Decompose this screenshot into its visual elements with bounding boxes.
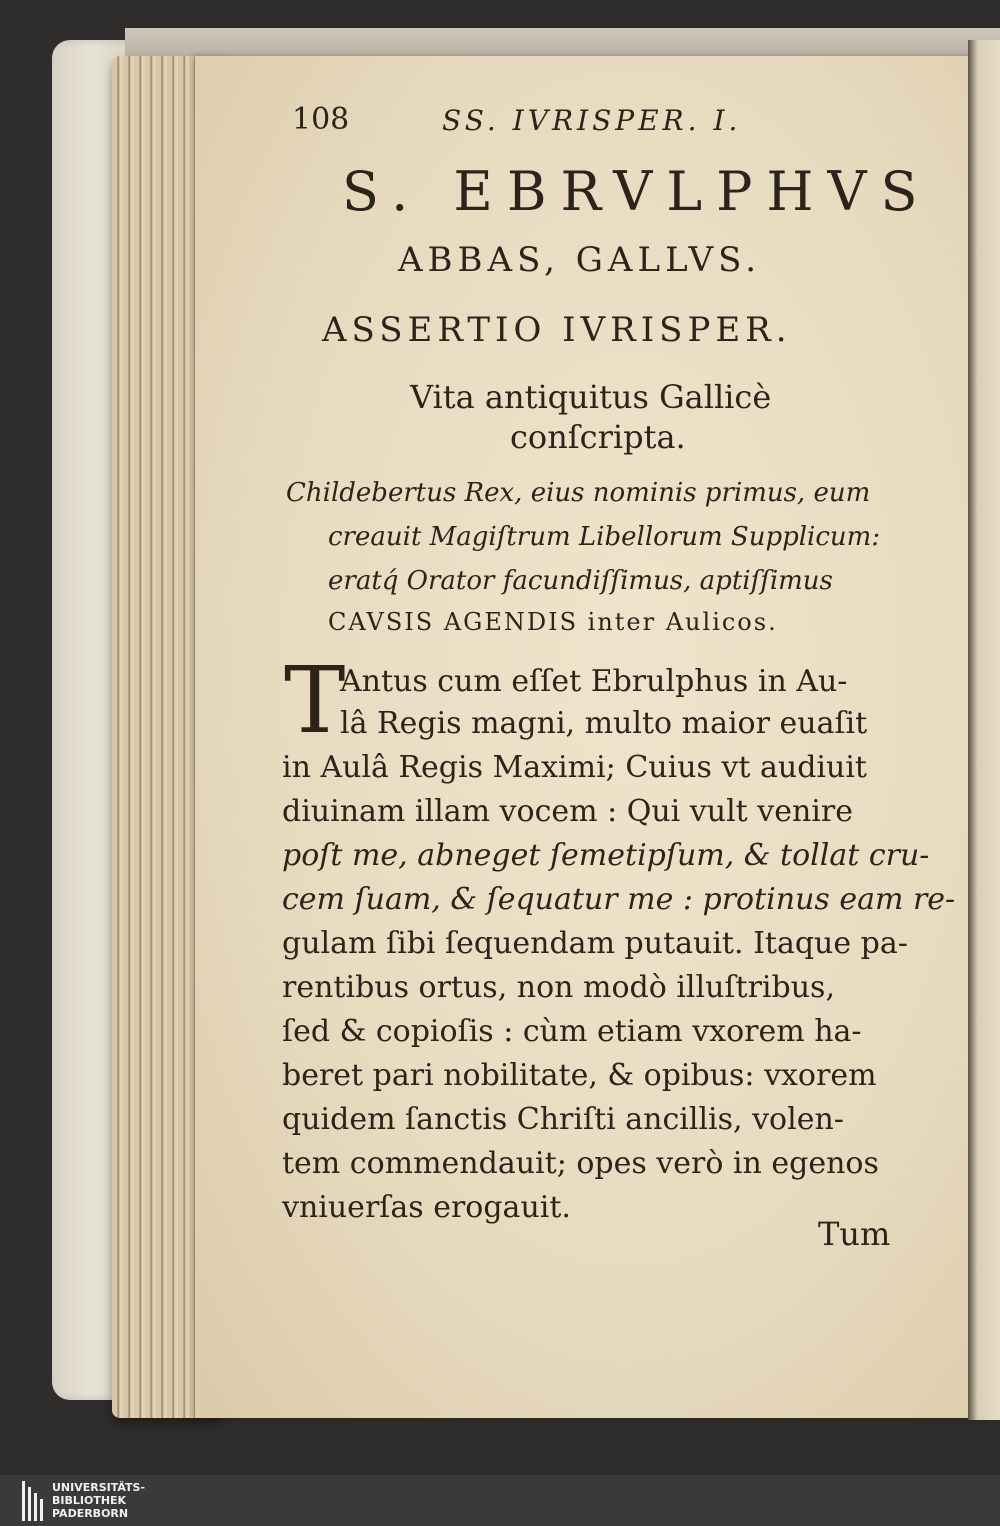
body-line: poſt me, abneget ſemetipſum, & tollat cru- [282,838,930,873]
drop-capital: T [284,647,346,754]
body-line: beret pari nobilitate, & opibus: vxorem [282,1058,877,1093]
body-line: in Aulâ Regis Maximi; Cuius vt audiuit [282,750,867,785]
body-line: gulam ſibi ſequendam putauit. Itaque pa- [282,926,908,961]
body-line: lâ Regis magni, multo maior euaſit [340,706,868,741]
body-line: vniuerſas erogauit. [282,1190,571,1225]
vita-line-2: conſcripta. [510,418,686,456]
body-line: Antus cum eſſet Ebrulphus in Au- [340,664,848,699]
heading-assertio: ASSERTIO IVRISPER. [322,310,792,350]
body-line: ſed & copioſis : cùm etiam vxorem ha- [282,1014,862,1049]
library-name-line: UNIVERSITÄTS- [52,1481,146,1494]
book-cover-top [125,28,1000,58]
body-line: quidem ſanctis Chriſti ancillis, volen- [282,1102,844,1137]
library-name [52,1481,145,1520]
summary-line: eratq́ Orator facundiſſimus, aptiſſimus [328,566,833,596]
summary-line: Childebertus Rex, eius nominis primus, eum [286,478,871,508]
page-number: 108 [292,102,350,137]
facing-page-edge [968,40,1000,1420]
catchword: Tum [818,1215,891,1253]
library-logo-icon [22,1481,44,1521]
library-name-line: PADERBORN [52,1507,129,1520]
vita-line-1: Vita antiquitus Gallicè [410,378,772,416]
heading-subtitle: ABBAS, GALLVS. [398,240,762,280]
summary-line: CAVSIS AGENDIS inter Aulicos. [328,608,778,636]
library-footer [0,1475,1000,1526]
body-line: rentibus ortus, non modò illuſtribus, [282,970,835,1005]
body-line: tem commendauit; opes verò in egenos [282,1146,879,1181]
summary-line: creauit Magiſtrum Libellorum Supplicum: [328,522,881,552]
heading-title: S. EBRVLPHVS [342,160,932,223]
running-head: SS. IVRISPER. I. [442,104,742,137]
body-line: cem ſuam, & ſequatur me : protinus eam re- [282,882,956,917]
library-name-line: BIBLIOTHEK [52,1494,127,1507]
body-line: diuinam illam vocem : Qui vult venire [282,794,853,829]
